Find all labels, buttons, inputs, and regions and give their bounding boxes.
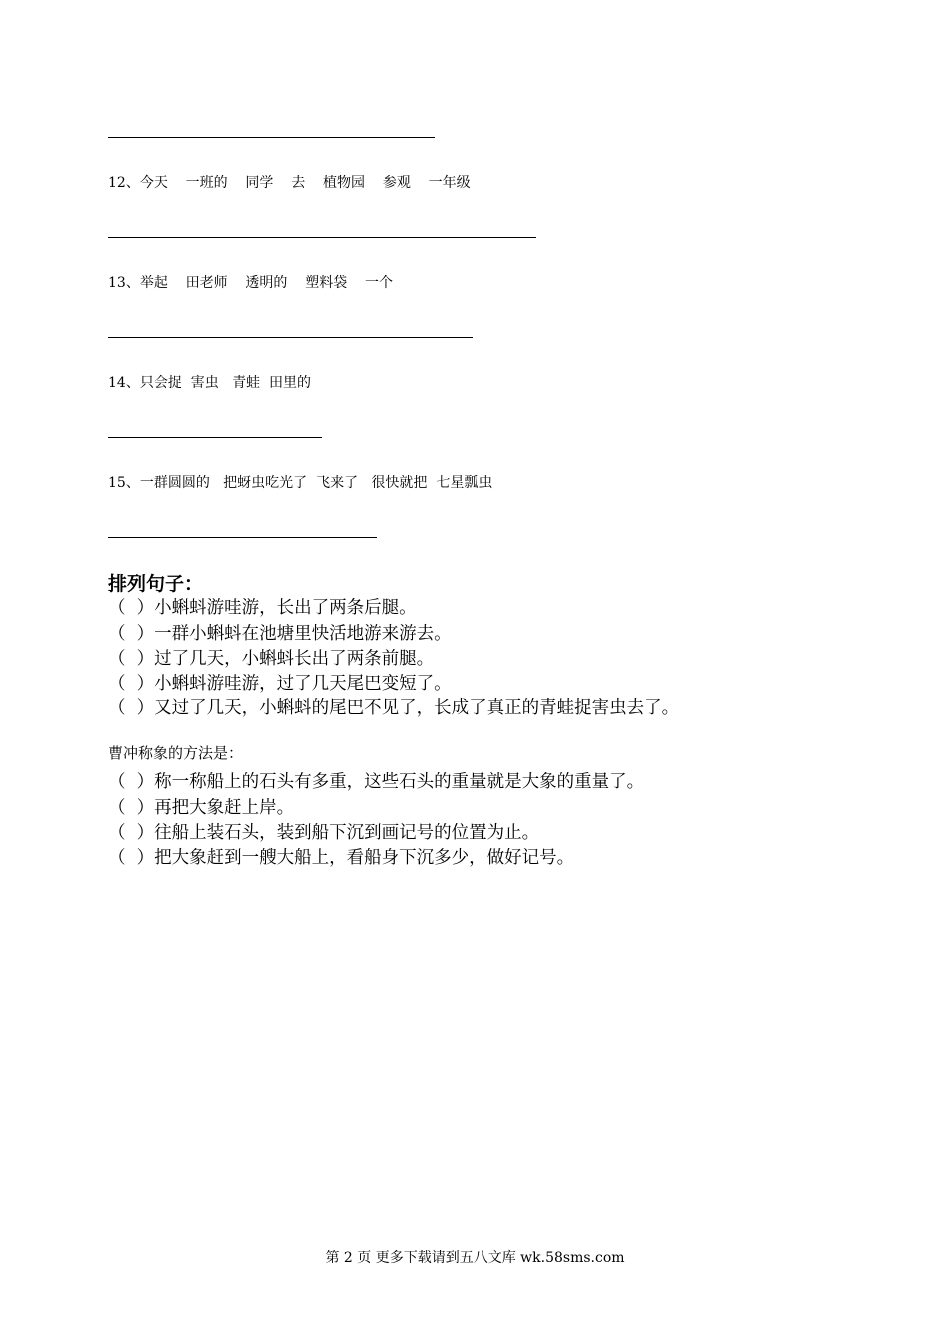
answer-line bbox=[108, 537, 377, 538]
sentence-item: （ ）过了几天，小蝌蚪长出了两条前腿。 bbox=[108, 649, 435, 669]
answer-line bbox=[108, 337, 473, 338]
sentence-item: （ ）称一称船上的石头有多重，这些石头的重量就是大象的重量了。 bbox=[108, 772, 645, 792]
question-15: 15、一群圆圆的 把蚜虫吃光了 飞来了 很快就把 七星瓢虫 bbox=[108, 475, 493, 491]
sentence-item: （ ）把大象赶到一艘大船上，看船身下沉多少，做好记号。 bbox=[108, 848, 575, 868]
sentence-item: （ ）又过了几天，小蝌蚪的尾巴不见了，长成了真正的青蛙捉害虫去了。 bbox=[108, 698, 680, 718]
sentence-item: （ ）小蝌蚪游哇游，长出了两条后腿。 bbox=[108, 598, 417, 618]
sentence-item: （ ）再把大象赶上岸。 bbox=[108, 798, 295, 818]
question-12: 12、今天 一班的 同学 去 植物园 参观 一年级 bbox=[108, 175, 471, 191]
sentence-item: （ ）一群小蝌蚪在池塘里快活地游来游去。 bbox=[108, 624, 452, 644]
section-heading: 排列句子： bbox=[108, 573, 204, 595]
sentence-item: （ ）小蝌蚪游哇游，过了几天尾巴变短了。 bbox=[108, 674, 452, 694]
question-14: 14、只会捉 害虫 青蛙 田里的 bbox=[108, 375, 311, 391]
section-subheading: 曹冲称象的方法是： bbox=[108, 744, 244, 762]
sentence-item: （ ）往船上装石头，装到船下沉到画记号的位置为止。 bbox=[108, 823, 540, 843]
answer-line bbox=[108, 437, 322, 438]
question-13: 13、举起 田老师 透明的 塑料袋 一个 bbox=[108, 275, 394, 291]
page-footer: 第 2 页 更多下载请到五八文库 wk.58sms.com bbox=[325, 1250, 625, 1266]
answer-line bbox=[108, 137, 435, 138]
answer-line bbox=[108, 237, 536, 238]
